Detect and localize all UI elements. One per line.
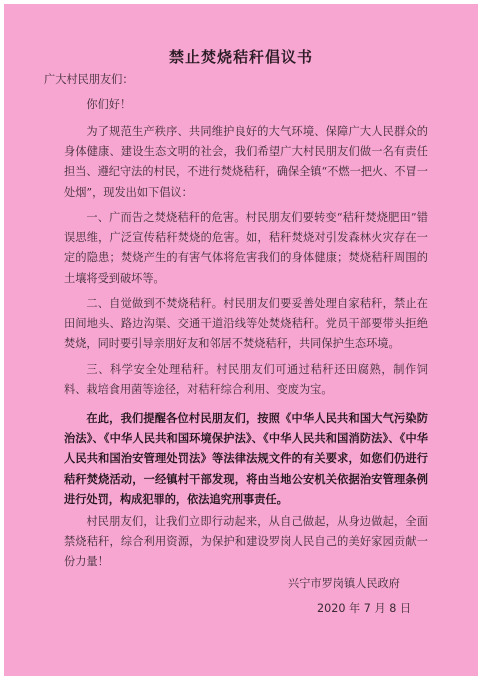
paragraph-point-3: 三、科学安全处理秸秆。村民朋友们可通过秸秆还田腐熟，制作饲料、栽培食用菌等途径，对秸秆综合利用、变废为宝。 xyxy=(64,363,428,397)
signature-organization: 兴宁市罗岗镇人民政府 xyxy=(288,577,400,590)
paragraph-legal-notice: 在此，我们提醒各位村民朋友们，按照《中华人民共和国大气污染防治法》、《中华人民共和国环境保护法》、《中华人民共和国消防法》、《中华人民共和国治安管理处罚法》等法律法规文件的有关要求，如您们仍进行秸秆焚烧活动，一经镇村干部发现，将由当地公安机关依据治安管理条例进行处罚，构成犯罪的，依法追究刑事责任。 xyxy=(64,411,428,506)
document-title: 禁止焚烧秸秆倡议书 xyxy=(168,48,313,66)
paragraph-intro: 为了规范生产秩序、共同维护良好的大气环境、保障广大人民群众的身体健康、建设生态文明的社会，我们希望广大村民朋友们做一名有责任担当、遵纪守法的村民，不进行焚烧秸秆，确保全镇“不燃一把火、不冒一处烟”，现发出如下倡议： xyxy=(64,125,428,199)
paragraph-point-2: 二、自觉做到不焚烧秸秆。村民朋友们要妥善处理自家秸秆，禁止在田间地头、路边沟渠、交通干道沿线等处焚烧秸秆。党员干部要带头拒绝焚烧，同时要引导亲朋好友和邻居不焚烧秸秆，共同保护生态环境。 xyxy=(64,297,428,351)
paragraph-point-1: 一、广而告之焚烧秸秆的危害。村民朋友们要转变“秸秆焚烧肥田”错误思维，广泛宣传秸秆焚烧的危害。如，秸秆焚烧对引发森林火灾存在一定的隐患；焚烧产生的有害气体将危害我们的身体健康；焚烧秸秆周围的土壤将受到破坏等。 xyxy=(64,211,428,285)
signature-date: 2020 年 7 月 8 日 xyxy=(317,602,412,615)
greeting: 广大村民朋友们： xyxy=(44,73,134,86)
document-page xyxy=(4,4,478,676)
hello-line: 你们好！ xyxy=(86,98,132,111)
paragraph-call-to-action: 村民朋友们，让我们立即行动起来，从自己做起，从身边做起，全面禁烧秸秆，综合利用资源，为保护和建设罗岗人民自己的美好家园贡献一份力量！ xyxy=(64,515,428,569)
